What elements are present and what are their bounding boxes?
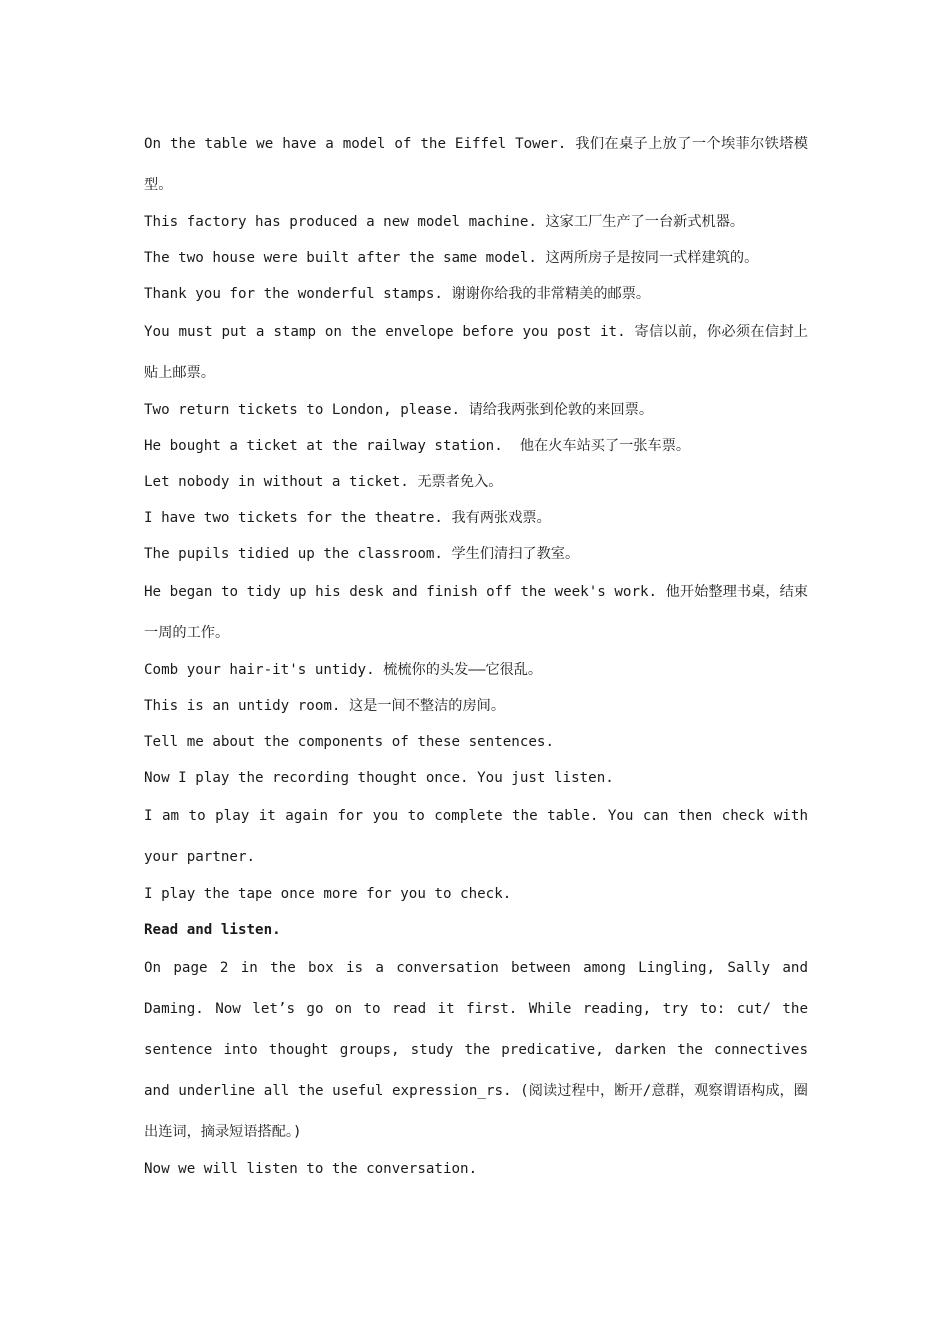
text-line: Now I play the recording thought once. You just listen. [144,770,614,786]
document-page [144,124,817,1193]
body-paragraph: On page 2 in the box is a conversation between among Lingling, Sally and Daming. Now let’s go on to read it first. While reading, try to: cut/ the sentence into thought groups, study the predicative, darken the connectives and underline all the useful expression_rs. (阅读过程中，断开/意群，观察谓语构成，圈出连词，摘录短语搭配。) [144,960,808,1140]
text-line: Two return tickets to London, please. 请给我两张到伦敦的来回票。 [144,402,654,418]
text-line: I play the tape once more for you to check. [144,886,512,902]
text-line: He began to tidy up his desk and finish off the week's work. 他开始整理书桌，结束一周的工作。 [144,584,808,641]
text-line: I am to play it again for you to complete the table. You can then check with your partner. [144,808,817,865]
text-line: The pupils tidied up the classroom. 学生们清扫了教室。 [144,546,580,562]
section-heading: Read and listen. [144,922,281,938]
text-line: Let nobody in without a ticket. 无票者免入。 [144,474,503,490]
text-line: On the table we have a model of the Eiffel Tower. 我们在桌子上放了一个埃菲尔铁塔模型。 [144,136,808,193]
text-line: Tell me about the components of these sentences. [144,734,554,750]
closing-line: Now we will listen to the conversation. [144,1161,478,1177]
text-line: The two house were built after the same model. 这两所房子是按同一式样建筑的。 [144,250,759,266]
text-line: Thank you for the wonderful stamps. 谢谢你给我的非常精美的邮票。 [144,286,651,302]
text-line: Comb your hair-it's untidy. 梳梳你的头发——它很乱。 [144,662,543,678]
text-line: I have two tickets for the theatre. 我有两张戏票。 [144,510,551,526]
text-line: You must put a stamp on the envelope before you post it. 寄信以前，你必须在信封上贴上邮票。 [144,324,808,381]
text-line: He bought a ticket at the railway station. 他在火车站买了一张车票。 [144,438,691,454]
text-line: This is an untidy room. 这是一间不整洁的房间。 [144,698,506,714]
text-line: This factory has produced a new model machine. 这家工厂生产了一台新式机器。 [144,214,745,230]
